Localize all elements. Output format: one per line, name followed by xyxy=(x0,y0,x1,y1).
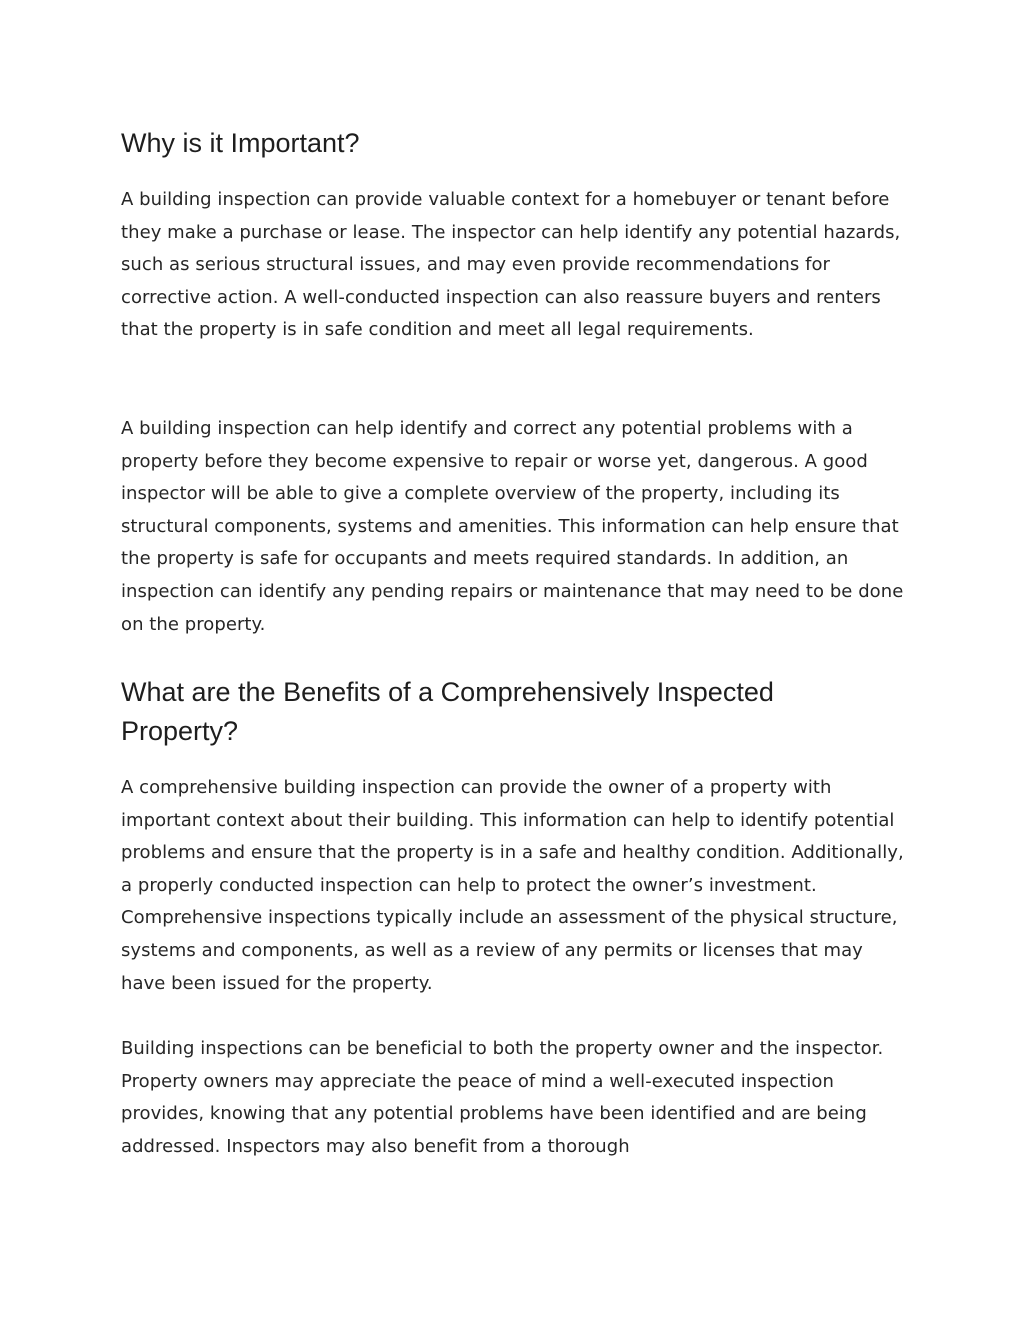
paragraph: A building inspection can provide valuable context for a homebuyer or tenant before they make a purchase or lease. The inspector can help identify any potential hazards, such as serious structural issues, and may even provide recommendations for corrective action. A well-conducted inspection can also reassure buyers and renters that the property is in safe condition and meet all legal requirements. xyxy=(121,189,901,341)
section-heading-why-important: Why is it Important? xyxy=(121,128,360,158)
paragraph: Building inspections can be beneficial to both the property owner and the inspector. Property owners may appreciate the peace of mind a well-executed inspection provides, knowing that any potential problems have been identified and are being addressed. Inspectors may also benefit from a thorough xyxy=(121,1038,884,1157)
paragraph: A building inspection can help identify and correct any potential problems with a property before they become expensive to repair or worse yet, dangerous. A good inspector will be able to give a complete overview of the property, including its structural components, systems and amenities. This information can help ensure that the property is safe for occupants and meets required standards. In addition, an inspection can identify any pending repairs or maintenance that may need to be done on the property. xyxy=(121,418,904,635)
paragraph: A comprehensive building inspection can provide the owner of a property with important context about their building. This information can help to identify potential problems and ensure that the property is in a safe and healthy condition. Additionally, a properly conducted inspection can help to protect the owner’s investment. Comprehensive inspections typically include an assessment of the physical structure, systems and components, as well as a review of any permits or licenses that may have been issued for the property. xyxy=(121,777,904,994)
section-heading-benefits: What are the Benefits of a Comprehensively Inspected Property? xyxy=(121,677,774,746)
